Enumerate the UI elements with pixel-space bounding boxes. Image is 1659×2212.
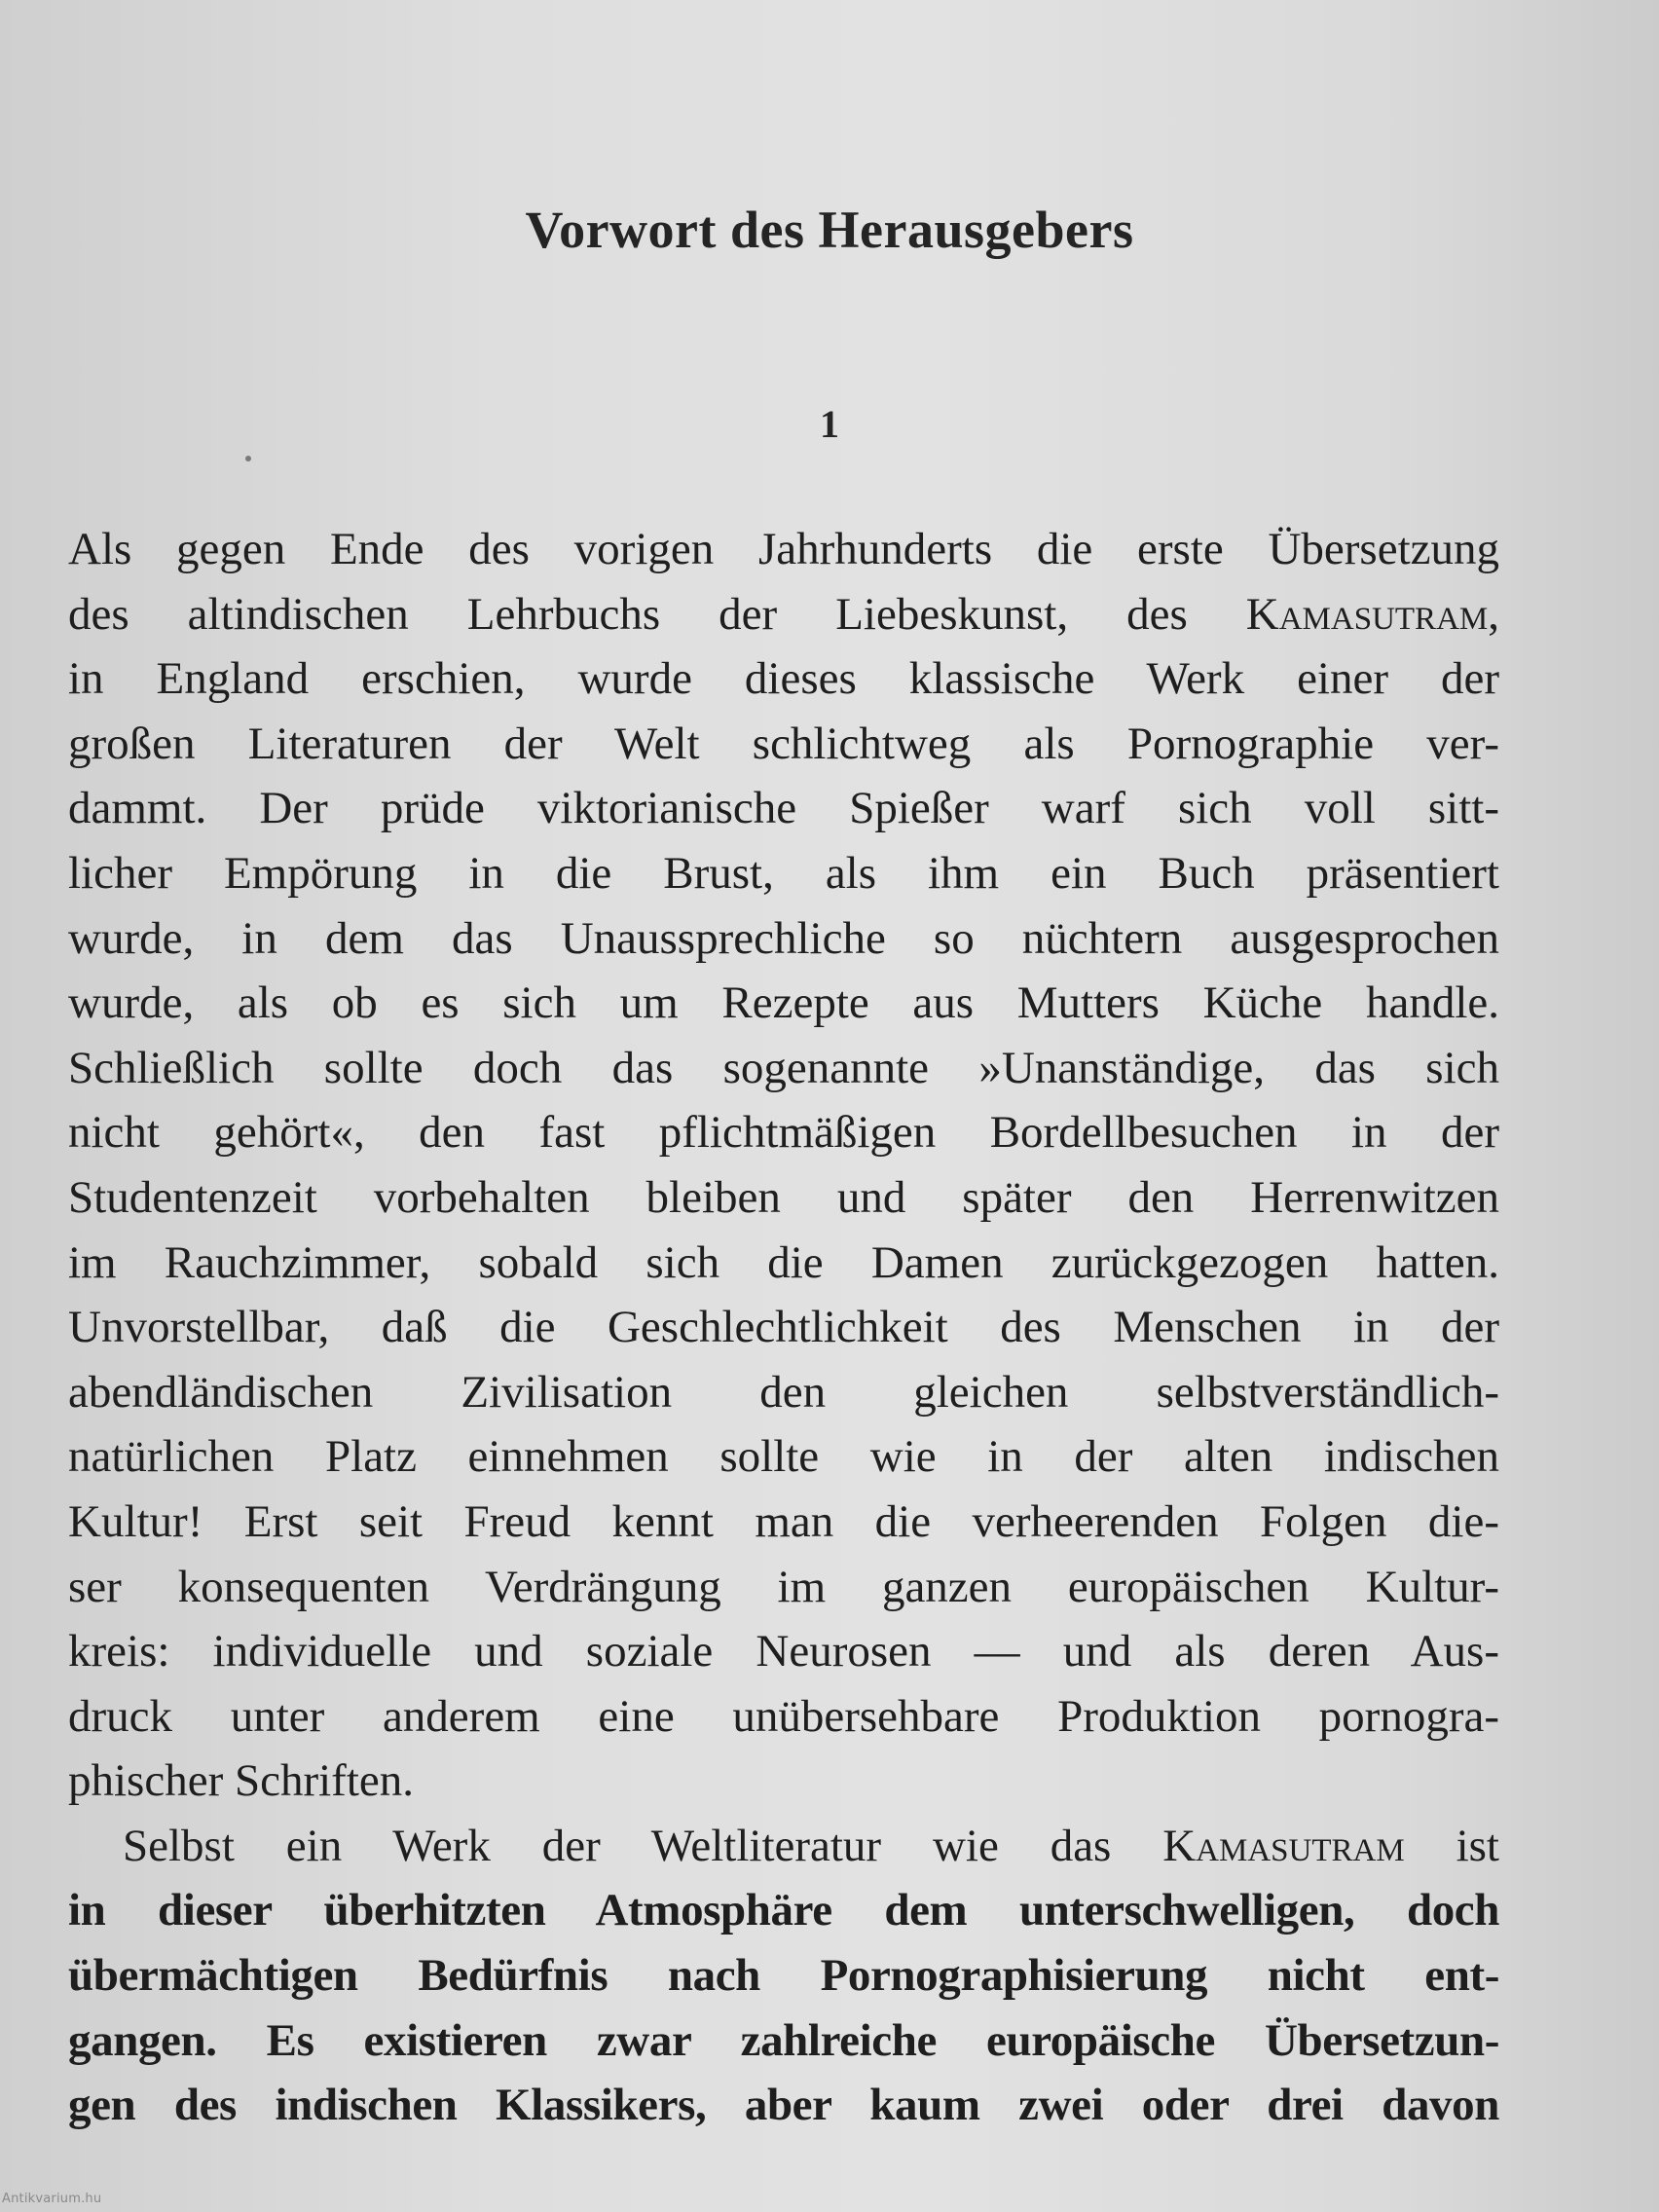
text-line: Studentenzeit vorbehalten bleiben und später den Herrenwitzen	[68, 1171, 1499, 1223]
text-line: übermächtigen Bedürfnis nach Pornographisierung nicht ent-	[68, 1950, 1499, 2002]
text-line: abendländischen Zivilisation den gleichen selbstverständlich-	[68, 1366, 1499, 1418]
text-line: wurde, als ob es sich um Rezepte aus Mutters Küche handle.	[68, 977, 1499, 1029]
book-title-kamasutram: Kamasutram	[1162, 1820, 1405, 1871]
text-line: gen des indischen Klassikers, aber kaum zwei oder drei davon	[68, 2080, 1499, 2131]
text-line: nicht gehört«, den fast pflichtmäßigen Bordellbesuchen in der	[68, 1107, 1499, 1159]
text-line: großen Literaturen der Welt schlichtweg als Pornographie ver-	[68, 718, 1499, 769]
text-line: gangen. Es existieren zwar zahlreiche europäische Übersetzun-	[68, 2014, 1499, 2066]
text-line: wurde, in dem das Unaussprechliche so nüchtern ausgesprochen	[68, 912, 1499, 964]
text-line: licher Empörung in die Brust, als ihm ein Buch präsentiert	[68, 847, 1499, 899]
watermark: Antikvarium.hu	[2, 2192, 102, 2206]
text-line: Kultur! Erst seit Freud kennt man die verheerenden Folgen die-	[68, 1495, 1499, 1547]
text-line: natürlichen Platz einnehmen sollte wie in der alten indischen	[68, 1431, 1499, 1483]
text-line: Selbst ein Werk der Weltliteratur wie das Kamasutram ist	[123, 1820, 1499, 1871]
text-line: druck unter anderem eine unübersehbare Produktion pornogra-	[68, 1690, 1499, 1742]
text-line: kreis: individuelle und soziale Neurosen — und als deren Aus-	[68, 1626, 1499, 1677]
text-line: phischer Schriften.	[68, 1755, 415, 1807]
text-line: im Rauchzimmer, sobald sich die Damen zurückgezogen hatten.	[68, 1236, 1499, 1288]
paper-speck	[245, 456, 251, 461]
book-title-kamasutram: Kamasutram	[1245, 588, 1489, 640]
text-line: Unvorstellbar, daß die Geschlechtlichkeit des Menschen in der	[68, 1302, 1499, 1353]
text-line: dammt. Der prüde viktorianische Spießer warf sich voll sitt-	[68, 783, 1499, 834]
text-line: Schließlich sollte doch das sogenannte »Unanständige, das sich	[68, 1042, 1499, 1093]
text-line: Als gegen Ende des vorigen Jahrhunderts die erste Übersetzung	[68, 524, 1499, 574]
body-text	[68, 517, 1499, 2138]
chapter-title: Vorwort des Herausgebers	[525, 201, 1134, 259]
section-number: 1	[820, 402, 839, 446]
text-line: in dieser überhitzten Atmosphäre dem unterschwelligen, doch	[68, 1885, 1499, 1936]
text-line: ser konsequenten Verdrängung im ganzen europäischen Kultur-	[68, 1561, 1499, 1612]
text-line: des altindischen Lehrbuchs der Liebeskunst, des Kamasutram,	[68, 588, 1499, 640]
text-line: in England erschien, wurde dieses klassische Werk einer der	[68, 653, 1499, 705]
